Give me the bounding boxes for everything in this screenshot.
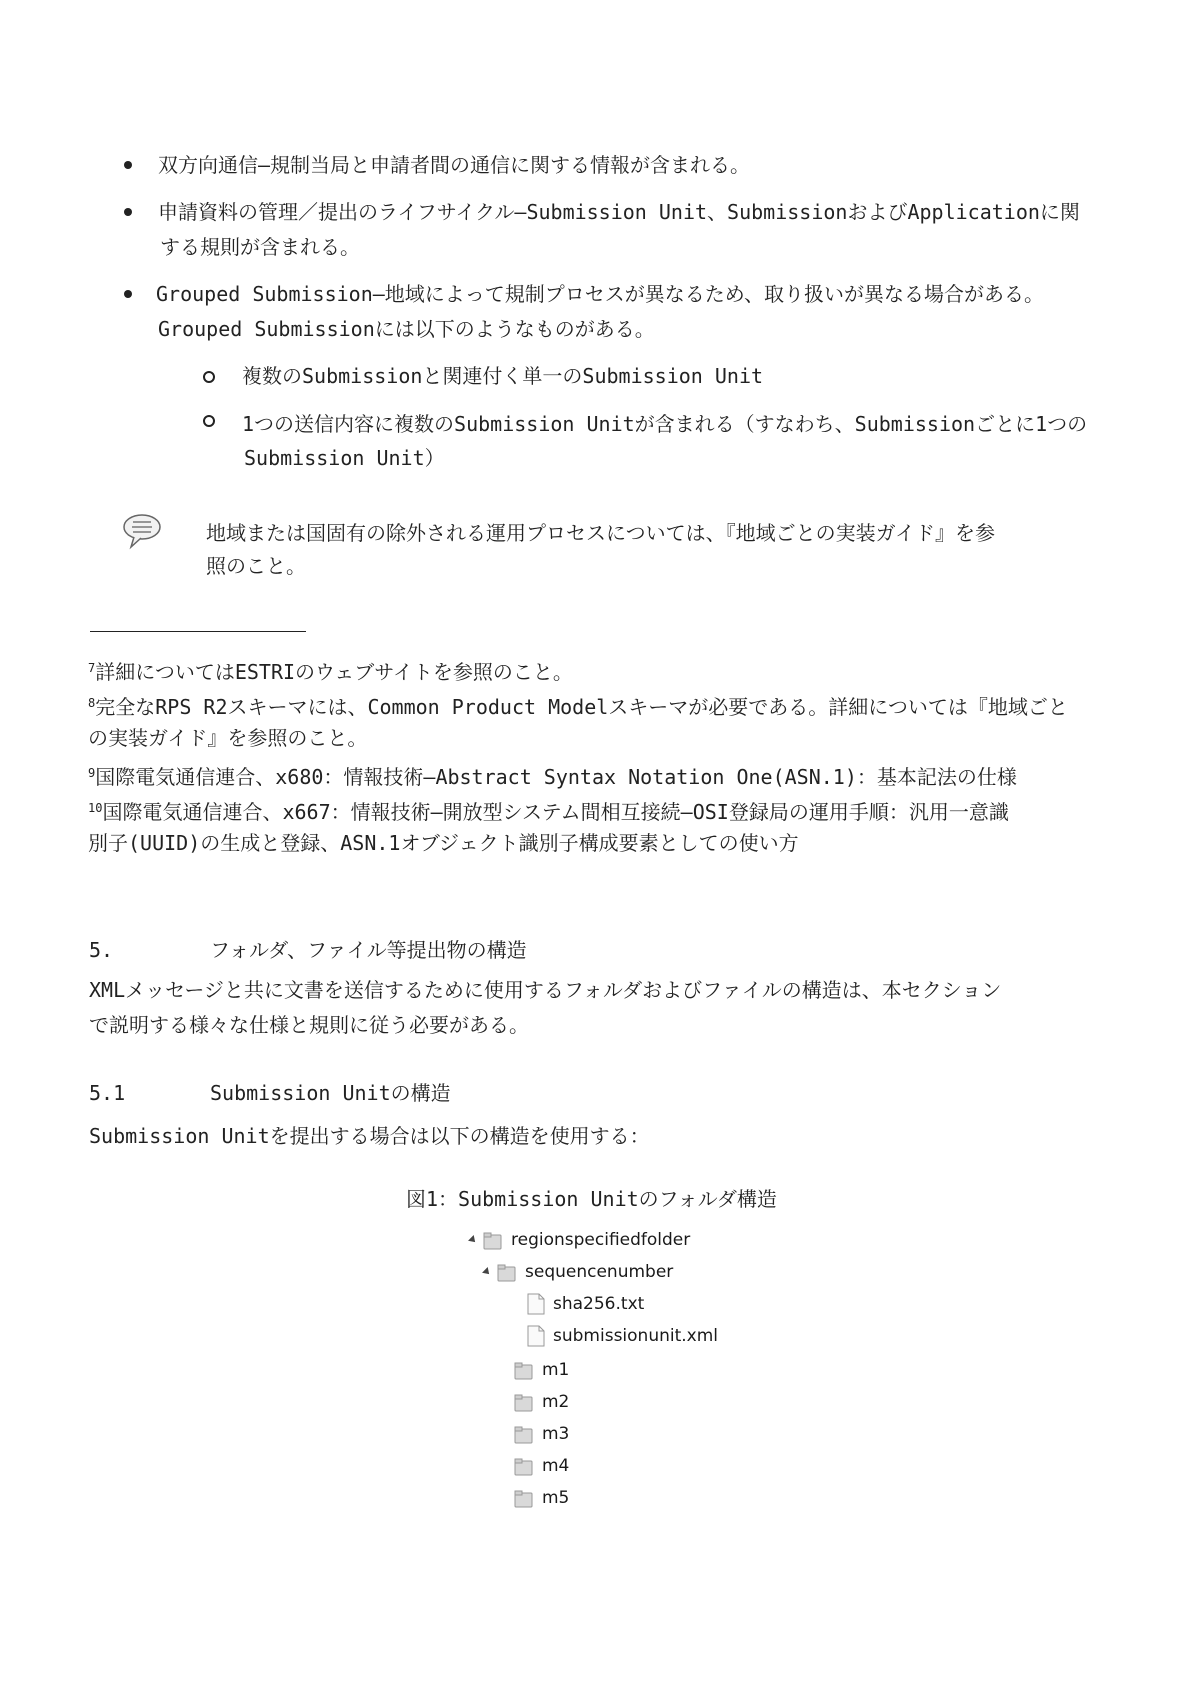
folder-name: m4 [542,1456,570,1476]
tree-row-root [469,1226,690,1254]
folder-name: m3 [542,1424,570,1444]
footnote-7 [88,654,573,686]
folder-tree-figure [465,1222,719,1512]
collapsed-arrow-icon [499,1365,506,1375]
expanded-arrow-icon [482,1267,492,1277]
footnote-text: 国際電気通信連合、x667：情報技術―開放型システム間相互接続―OSI登録局の運用手順：汎用一意識 [102,800,1009,824]
footnote-text: 完全なRPS R2スキーマには、Common Product Modelスキーマが必要である。詳細については『地域ごと [95,695,1068,719]
text-file-icon [527,1293,545,1315]
expanded-arrow-icon [468,1235,478,1245]
footnote-number: 7 [88,661,96,675]
sub-bullet-marker [203,415,215,427]
bullet-marker [124,290,132,298]
collapsed-arrow-icon [499,1493,506,1503]
footnote-number: 8 [88,696,96,710]
section-paragraph-cont: で説明する様々な仕様と規則に従う必要がある。 [89,1013,529,1037]
tree-row-m3 [499,1420,569,1448]
bullet-item-bidirectional: 双方向通信―規制当局と申請者間の通信に関する情報が含まれる。 [158,153,751,177]
folder-icon [514,1426,534,1442]
sub-bullet-item-1: 複数のSubmissionと関連付く単一のSubmission Unit [242,364,764,388]
footnote-separator [90,631,306,632]
bullet-item-lifecycle: 申請資料の管理／提出のライフサイクル―Submission Unit、SubmissionおよびApplicationに関 [158,200,1080,224]
sub-bullet-item-2: 1つの送信内容に複数のSubmission Unitが含まれる（すなわち、Submissionごとに1つの [242,412,1088,436]
folder-name: regionspecifiedfolder [511,1230,691,1250]
tree-row-m4 [499,1452,569,1480]
bullet-item-grouped: Grouped Submission―地域によって規制プロセスが異なるため、取り扱いが異なる場合がある。 [156,282,1044,306]
footnote-8 [88,689,1068,721]
note-text: 地域または国固有の除外される運用プロセスについては、『地域ごとの実装ガイド』を参 [206,521,995,545]
bullet-item-lifecycle-cont: する規則が含まれる。 [160,235,360,259]
xml-file-icon [527,1325,545,1347]
sub-bullet-marker [203,371,215,383]
section-paragraph: XMLメッセージと共に文書を送信するために使用するフォルダおよびファイルの構造は、本セクション [89,978,1002,1002]
note-speech-bubble-icon [122,512,160,548]
tree-row-sequence [483,1258,673,1286]
folder-icon [514,1394,534,1410]
footnote-8-cont: の実装ガイド』を参照のこと。 [88,726,368,750]
note-text-cont: 照のこと。 [206,554,306,578]
folder-icon [514,1362,534,1378]
bullet-marker [124,161,132,169]
folder-icon [514,1490,534,1506]
subsection-title: Submission Unitの構造 [210,1081,451,1105]
tree-row-m1 [499,1356,569,1384]
folder-name: m5 [542,1488,570,1508]
collapsed-arrow-icon [499,1429,506,1439]
footnote-10-cont: 別子(UUID)の生成と登録、ASN.1オブジェクト識別子構成要素としての使い方 [88,831,799,855]
tree-row-file [527,1290,644,1318]
section-number: 5. [89,938,114,962]
tree-row-m5 [499,1484,569,1512]
footnote-number: 10 [88,801,103,815]
tree-row-m2 [499,1388,569,1416]
folder-name: m2 [542,1392,570,1412]
file-name: sha256.txt [553,1294,645,1314]
collapsed-arrow-icon [499,1461,506,1471]
tree-row-file [527,1322,718,1350]
collapsed-arrow-icon [499,1397,506,1407]
section-title: フォルダ、ファイル等提出物の構造 [210,938,527,962]
footnote-9 [88,759,1017,791]
folder-icon [483,1232,503,1248]
figure-caption: 図1：Submission Unitのフォルダ構造 [406,1187,777,1211]
footnote-text: 詳細についてはESTRIのウェブサイトを参照のこと。 [95,660,573,684]
subsection-number: 5.1 [89,1081,126,1105]
folder-name: m1 [542,1360,570,1380]
footnote-number: 9 [88,766,96,780]
subsection-paragraph: Submission Unitを提出する場合は以下の構造を使用する： [89,1124,650,1148]
footnote-text: 国際電気通信連合、x680：情報技術―Abstract Syntax Notation One(ASN.1)：基本記法の仕様 [95,765,1017,789]
file-name: submissionunit.xml [553,1326,719,1346]
footnote-10 [88,794,1009,826]
bullet-item-grouped-cont: Grouped Submissionには以下のようなものがある。 [158,317,655,341]
folder-icon [514,1458,534,1474]
sub-bullet-item-2-cont: Submission Unit） [244,446,445,470]
folder-icon [497,1264,517,1280]
bullet-marker [124,208,132,216]
folder-name: sequencenumber [525,1262,674,1282]
